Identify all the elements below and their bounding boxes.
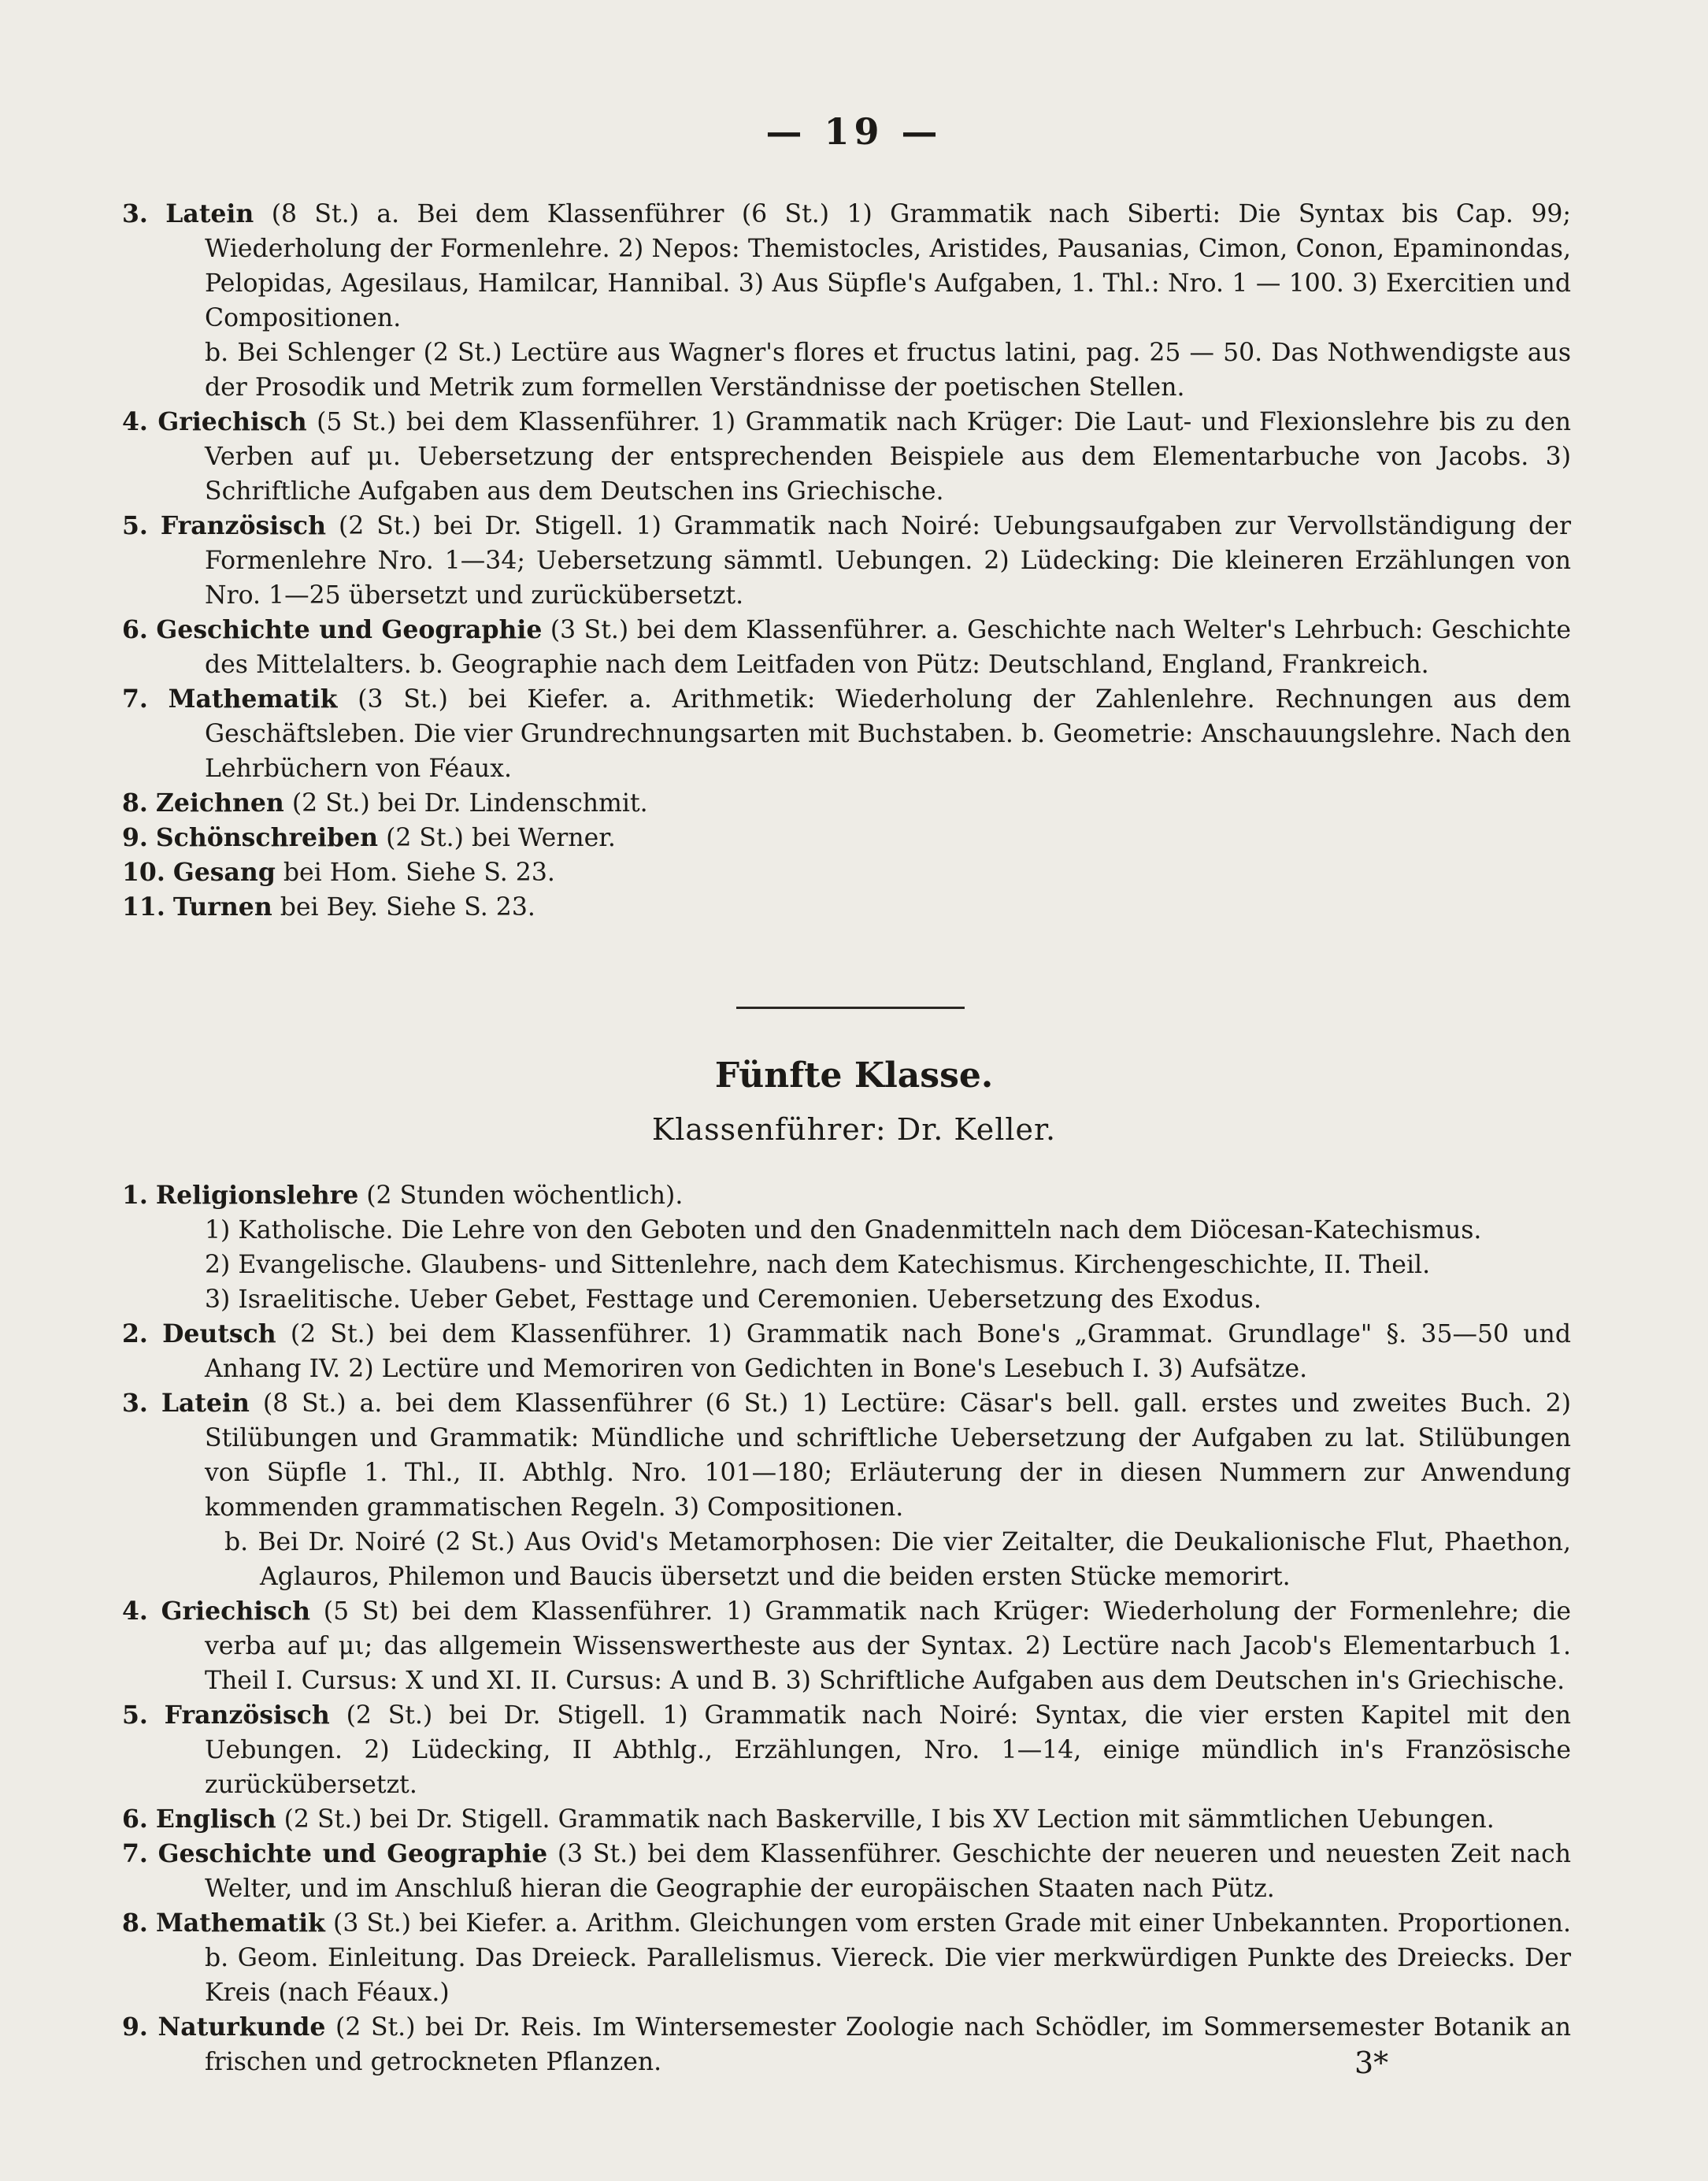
religion-item-evangelisch: 2) Evangelische. Glaubens- und Sittenlehre, nach dem Katechismus. Kirchengeschichte, II. Theil. xyxy=(205,1251,1431,1279)
entry-turnen: 11. Turnen bei Bey. Siehe S. 23. xyxy=(122,892,535,922)
subject-religionslehre: Religionslehre xyxy=(155,1181,359,1210)
entry-naturkunde-fifth: 9. Naturkunde (2 St.) bei Dr. Reis. Im Wintersemester Zoologie nach Schödler, im Sommersemester Botanik an frischen und getrockneten Pflanzen. xyxy=(122,2012,1572,2076)
entry-deutsch: 2. Deutsch (2 St.) bei dem Klassenführer. 1) Grammatik nach Bone's „Grammat. Grundlage" §. 35—50 und Anhang IV. 2) Lectüre und Memoriren von Gedichten in Bone's Lesebuch I. 3) Aufsätze. xyxy=(122,1319,1571,1383)
subject-griechisch: Griechisch xyxy=(157,407,307,436)
subject-franzoesisch: Französisch xyxy=(160,511,326,540)
section-title: Fünfte Klasse. xyxy=(714,1055,994,1096)
entry-gesang: 10. Gesang bei Hom. Siehe S. 23. xyxy=(122,858,555,887)
subject-deutsch: Deutsch xyxy=(162,1319,276,1348)
entry-geschichte: 6. Geschichte und Geographie (3 St.) bei dem Klassenführer. a. Geschichte nach Welter's Lehrbuch: Geschichte des Mittelalters. b. Geographie nach dem Leitfaden von Pütz: Deutschland, England, Frankreich. xyxy=(122,615,1572,679)
entry-latein-fifth: 3. Latein (8 St.) a. bei dem Klassenführer (6 St.) 1) Lectüre: Cäsar's bell. gall. erstes und zweites Buch. 2) Stilübungen und Grammatik: Mündliche und schriftliche Uebersetzung der Aufgaben zu lat. Stilübungen von Süpfle 1. Thl., II. Abthlg. Nro. 101—180; Erläuterung der in diesen Nummern zur Anwendung kommenden grammatischen Regeln. 3) Compositionen. xyxy=(122,1389,1572,1522)
subject-geschichte: Geschichte und Geographie xyxy=(156,615,543,644)
entry-franzoesisch: 5. Französisch (2 St.) bei Dr. Stigell. 1) Grammatik nach Noiré: Uebungsaufgaben zur Vervollständigung der Formenlehre Nro. 1—34; Uebersetzung sämmtl. Uebungen. 2) Lüdecking: Die kleineren Erzählungen von Nro. 1—25 übersetzt und zurückübersetzt. xyxy=(122,511,1572,610)
subject-latein-fifth: Latein xyxy=(161,1389,250,1418)
entry-geschichte-fifth: 7. Geschichte und Geographie (3 St.) bei dem Klassenführer. Geschichte der neueren und neuesten Zeit nach Welter, und im Anschluß hieran die Geographie der europäischen Staaten nach Pütz. xyxy=(122,1839,1572,1903)
fifth-class-section xyxy=(122,1178,1571,2079)
section-divider xyxy=(736,1007,965,1009)
religion-item-israelitisch: 3) Israelitische. Ueber Gebet, Festtage und Ceremonien. Uebersetzung des Exodus. xyxy=(205,1285,1262,1314)
subject-latein: Latein xyxy=(165,199,254,228)
page-number: — 19 — xyxy=(765,110,943,153)
entry-schoenschreiben: 9. Schönschreiben (2 St.) bei Werner. xyxy=(122,823,616,852)
entry-latein-b: b. Bei Schlenger (2 St.) Lectüre aus Wagner's flores et fructus latini, pag. 25 — 50. Das Nothwendigste aus der Prosodik und Metrik zum formellen Verständnisse der poetischen Stellen. xyxy=(205,339,1571,402)
entry-latein-fifth-b: b. Bei Dr. Noiré (2 St.) Aus Ovid's Metamorphosen: Die vier Zeitalter, die Deukalionische Flut, Phaethon, Aglauros, Philemon und Baucis übersetzt und die beiden ersten Stücke memorirt. xyxy=(224,1528,1571,1591)
subject-mathematik: Mathematik xyxy=(168,684,338,714)
entry-englisch-fifth: 6. Englisch (2 St.) bei Dr. Stigell. Grammatik nach Baskerville, I bis XV Lection mit sämmtlichen Uebungen. xyxy=(122,1805,1495,1834)
section-teacher: Klassenführer: Dr. Keller. xyxy=(651,1112,1057,1147)
entry-mathematik: 7. Mathematik (3 St.) bei Kiefer. a. Arithmetik: Wiederholung der Zahlenlehre. Rechnungen aus dem Geschäftsleben. Die vier Grundrechnungsarten mit Buchstaben. b. Geometrie: Anschauungslehre. Nach den Lehrbüchern von Féaux. xyxy=(122,684,1572,783)
entry-griechisch: 4. Griechisch (5 St.) bei dem Klassenführer. 1) Grammatik nach Krüger: Die Laut- und Flexionslehre bis zu den Verben auf μι. Uebersetzung der entsprechenden Beispiele aus dem Elementarbuche von Jacobs. 3) Schriftliche Aufgaben aus dem Deutschen ins Griechische. xyxy=(122,407,1572,506)
religion-item-katholisch: 1) Katholische. Die Lehre von den Geboten und den Gnadenmitteln nach dem Diöcesan-Katechismus. xyxy=(205,1216,1482,1244)
entry-latein: 3. Latein (8 St.) a. Bei dem Klassenführer (6 St.) 1) Grammatik nach Siberti: Die Syntax bis Cap. 99; Wiederholung der Formenlehre. 2) Nepos: Themistocles, Aristides, Pausanias, Cimon, Conon, Epaminondas, Pelopidas, Agesilaus, Hamilcar, Hannibal. 3) Aus Süpfle's Aufgaben, 1. Thl.: Nro. 1 — 100. 3) Exercitien und Compositionen. xyxy=(122,199,1572,332)
entry-zeichnen: 8. Zeichnen (2 St.) bei Dr. Lindenschmit. xyxy=(122,788,648,818)
entry-mathematik-fifth: 8. Mathematik (3 St.) bei Kiefer. a. Arithm. Gleichungen vom ersten Grade mit einer Unbekannten. Proportionen. b. Geom. Einleitung. Das Dreieck. Parallelismus. Viereck. Die vier merkwürdigen Punkte des Dreiecks. Der Kreis (nach Féaux.) xyxy=(122,1908,1571,2007)
entry-griechisch-fifth: 4. Griechisch (5 St) bei dem Klassenführer. 1) Grammatik nach Krüger: Wiederholung der Formenlehre; die verba auf μι; das allgemein Wissenswertheste aus der Syntax. 2) Lectüre nach Jacob's Elementarbuch 1. Theil I. Cursus: X und XI. II. Cursus: A und B. 3) Schriftliche Aufgaben aus dem Deutschen in's Griechische. xyxy=(122,1597,1572,1695)
entry-franzoesisch-fifth: 5. Französisch (2 St.) bei Dr. Stigell. 1) Grammatik nach Noiré: Syntax, die vier ersten Kapitel mit den Uebungen. 2) Lüdecking, II Abthlg., Erzählungen, Nro. 1—14, einige mündlich in's Französische zurückübersetzt. xyxy=(122,1701,1572,1799)
upper-section xyxy=(122,197,1571,925)
signature-mark: 3* xyxy=(1354,2046,1389,2080)
entry-religionslehre: 1. Religionslehre (2 Stunden wöchentlich). xyxy=(122,1181,684,1210)
